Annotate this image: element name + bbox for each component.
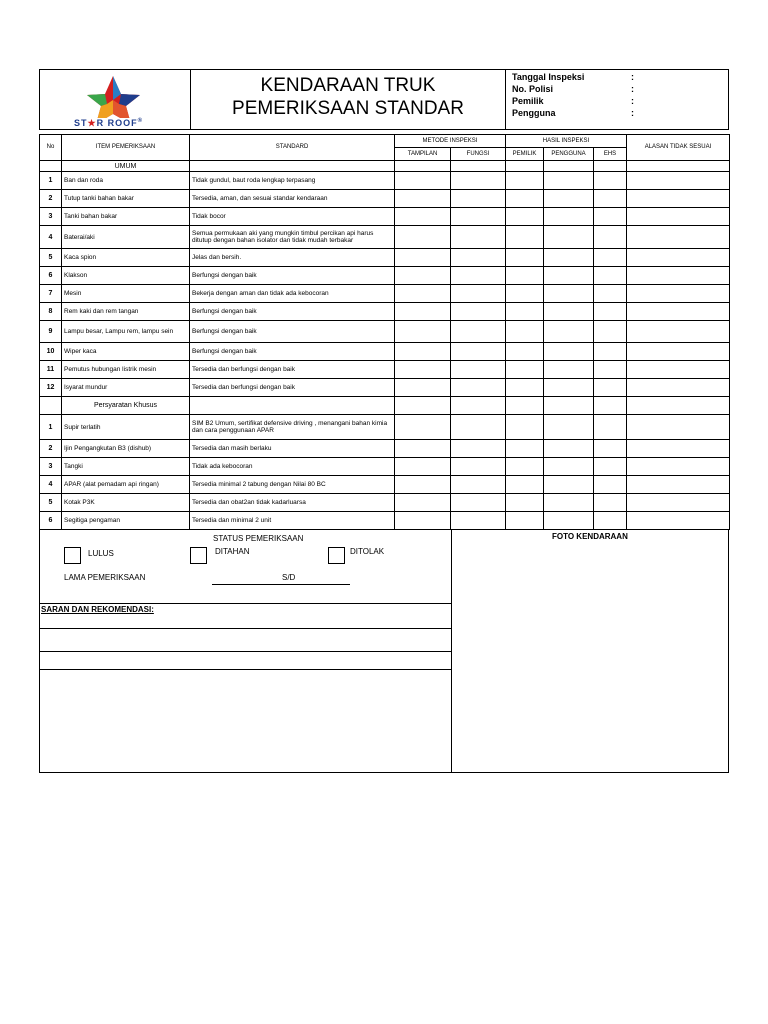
row-number: 12 [40,379,62,397]
table-row [40,458,730,476]
header [39,69,729,130]
check-cell[interactable] [506,267,544,285]
standard-cell: Tidak gundul, baut roda lengkap terpasang [190,172,395,190]
standard-cell: Tersedia, aman, dan sesuai standar kendaraan [190,190,395,208]
inspection-table [39,134,730,530]
table-row [40,440,730,458]
ditolak-label: DITOLAK [350,547,385,556]
standard-cell: Tersedia dan berfungsi dengan baik [190,379,395,397]
check-cell[interactable] [506,494,544,512]
standard-cell: Berfungsi dengan baik [190,321,395,343]
item-cell: Tangki [62,458,190,476]
table-row [40,494,730,512]
item-cell: Ban dan roda [62,172,190,190]
check-cell[interactable] [506,249,544,267]
table-row [40,190,730,208]
row-number: 6 [40,512,62,530]
row-number: 11 [40,361,62,379]
check-cell[interactable] [544,190,594,208]
check-cell[interactable] [451,249,506,267]
check-cell[interactable] [594,208,627,226]
check-cell[interactable] [544,512,594,530]
check-cell [627,397,730,415]
check-cell[interactable] [451,285,506,303]
standard-cell: Tidak bocor [190,208,395,226]
standard-cell: Tersedia dan minimal 2 unit [190,512,395,530]
check-cell[interactable] [544,458,594,476]
check-cell [594,161,627,172]
check-cell[interactable] [594,361,627,379]
lulus-label: LULUS [88,549,114,558]
check-cell[interactable] [627,321,730,343]
meta-row-user: Pengguna : [512,108,634,118]
check-cell[interactable] [395,343,451,361]
standard-cell: Berfungsi dengan baik [190,267,395,285]
check-cell[interactable] [395,172,451,190]
check-cell[interactable] [544,208,594,226]
check-cell [190,397,395,415]
check-cell[interactable] [627,267,730,285]
check-cell[interactable] [594,172,627,190]
check-cell[interactable] [627,208,730,226]
check-cell [40,161,62,172]
item-cell: Tutup tanki bahan bakar [62,190,190,208]
col-tampilan: TAMPILAN [395,148,451,161]
row-number: 7 [40,285,62,303]
check-cell[interactable] [395,440,451,458]
standard-cell: Tersedia dan berfungsi dengan baik [190,361,395,379]
col-pengguna: PENGGUNA [544,148,594,161]
check-cell[interactable] [451,379,506,397]
check-cell[interactable] [506,415,544,440]
check-cell[interactable] [594,512,627,530]
photo-panel [452,530,728,772]
item-cell: Wiper kaca [62,343,190,361]
check-cell[interactable] [506,208,544,226]
logo-wordmark: ST★R ROOF® [74,118,144,128]
duration-line[interactable] [212,584,350,585]
check-cell[interactable] [395,267,451,285]
check-cell[interactable] [627,343,730,361]
title-line-1: KENDARAAN TRUK [260,75,436,96]
saran-label: SARAN DAN REKOMENDASI: [41,605,154,614]
rec-line[interactable] [40,669,451,670]
check-cell[interactable] [544,303,594,321]
row-number: 3 [40,208,62,226]
col-fungsi: FUNGSI [451,148,506,161]
row-number: 8 [40,303,62,321]
check-cell[interactable] [627,415,730,440]
check-cell[interactable] [594,190,627,208]
check-cell[interactable] [395,361,451,379]
check-cell[interactable] [506,321,544,343]
check-cell[interactable] [451,476,506,494]
section-title: Persyaratan Khusus [62,397,190,415]
rec-line[interactable] [40,628,451,629]
check-cell[interactable] [594,415,627,440]
check-cell[interactable] [544,494,594,512]
check-cell[interactable] [451,303,506,321]
check-cell[interactable] [395,303,451,321]
item-cell: Kotak P3K [62,494,190,512]
row-number: 4 [40,476,62,494]
check-cell [544,161,594,172]
table-row [40,415,730,440]
check-cell[interactable] [544,476,594,494]
check-cell [506,161,544,172]
check-cell[interactable] [594,249,627,267]
check-cell[interactable] [506,379,544,397]
item-cell: Baterai/aki [62,226,190,249]
check-cell[interactable] [451,208,506,226]
check-cell[interactable] [544,361,594,379]
check-cell[interactable] [544,172,594,190]
check-cell[interactable] [395,226,451,249]
col-no: No [40,135,62,161]
standard-cell: Tersedia minimal 2 tabung dengan Nilai 80 BC [190,476,395,494]
divider [40,603,451,604]
standard-cell: Tersedia dan masih berlaku [190,440,395,458]
table-row [40,379,730,397]
check-cell [40,397,62,415]
check-cell[interactable] [594,267,627,285]
standard-cell: SIM B2 Umum, sertifikat defensive driving , menangani bahan kimia dan cara penggunaan APAR [190,415,395,440]
check-cell[interactable] [544,321,594,343]
standard-cell: Berfungsi dengan baik [190,303,395,321]
check-cell[interactable] [451,172,506,190]
check-cell[interactable] [395,190,451,208]
meta-row-police-no: No. Polisi : [512,84,634,94]
standard-cell: Bekerja dengan aman dan tidak ada kebocoran [190,285,395,303]
check-cell[interactable] [506,476,544,494]
check-cell [506,397,544,415]
check-cell[interactable] [451,512,506,530]
table-row [40,512,730,530]
item-cell: Supir terlatih [62,415,190,440]
col-ehs: EHS [594,148,627,161]
lulus-checkbox[interactable] [64,547,81,564]
item-cell: Segitiga pengaman [62,512,190,530]
col-metode: METODE INSPEKSI [395,135,506,148]
check-cell[interactable] [451,190,506,208]
check-cell[interactable] [627,476,730,494]
standard-cell: Jelas dan bersih. [190,249,395,267]
check-cell[interactable] [627,303,730,321]
check-cell[interactable] [544,440,594,458]
check-cell[interactable] [451,321,506,343]
check-cell[interactable] [544,379,594,397]
item-cell: Lampu besar, Lampu rem, lampu sein [62,321,190,343]
check-cell[interactable] [506,226,544,249]
sd-label: S/D [282,573,296,582]
check-cell[interactable] [451,361,506,379]
table-row [40,321,730,343]
check-cell[interactable] [594,476,627,494]
item-cell: Ijin Pengangkutan B3 (dishub) [62,440,190,458]
check-cell[interactable] [627,512,730,530]
col-hasil: HASIL INSPEKSI [506,135,627,148]
check-cell[interactable] [395,458,451,476]
col-pemilik: PEMILIK [506,148,544,161]
col-item: ITEM PEMERIKSAAN [62,135,190,161]
check-cell[interactable] [451,343,506,361]
check-cell[interactable] [594,494,627,512]
check-cell[interactable] [395,249,451,267]
inspection-meta [506,70,728,129]
check-cell[interactable] [506,190,544,208]
row-number: 2 [40,190,62,208]
foto-label: FOTO KENDARAAN [552,532,628,541]
check-cell[interactable] [594,226,627,249]
check-cell[interactable] [451,440,506,458]
row-number: 1 [40,415,62,440]
check-cell [395,161,451,172]
check-cell[interactable] [627,494,730,512]
ditolak-checkbox[interactable] [328,547,345,564]
check-cell[interactable] [506,458,544,476]
check-cell[interactable] [506,440,544,458]
table-row [40,303,730,321]
company-logo [40,70,191,129]
check-cell[interactable] [594,379,627,397]
check-cell [594,397,627,415]
section-umum [40,161,730,172]
check-cell[interactable] [395,512,451,530]
check-cell[interactable] [395,476,451,494]
row-number: 2 [40,440,62,458]
rec-line[interactable] [40,651,451,652]
row-number: 5 [40,494,62,512]
table-row [40,476,730,494]
check-cell[interactable] [395,494,451,512]
row-number: 1 [40,172,62,190]
check-cell[interactable] [594,321,627,343]
check-cell[interactable] [544,285,594,303]
standard-cell: Berfungsi dengan baik [190,343,395,361]
item-cell: Isyarat mundur [62,379,190,397]
row-number: 4 [40,226,62,249]
check-cell[interactable] [627,379,730,397]
row-number: 5 [40,249,62,267]
check-cell[interactable] [627,285,730,303]
check-cell [451,161,506,172]
table-row [40,249,730,267]
check-cell[interactable] [627,249,730,267]
check-cell[interactable] [451,415,506,440]
table-row [40,343,730,361]
item-cell: Rem kaki dan rem tangan [62,303,190,321]
status-title: STATUS PEMERIKSAAN [213,534,304,543]
standard-cell: Semua permukaan aki yang mungkin timbul percikan api harus ditutup dengan bahan isolator dan tidak mudah terbakar [190,226,395,249]
table-row [40,285,730,303]
col-standard: STANDARD [190,135,395,161]
col-alasan: ALASAN TIDAK SESUAI [627,135,730,161]
star-logo-icon [40,70,190,118]
check-cell[interactable] [451,494,506,512]
table-row [40,361,730,379]
check-cell [190,161,395,172]
check-cell[interactable] [594,343,627,361]
table-row [40,172,730,190]
check-cell[interactable] [506,361,544,379]
check-cell[interactable] [506,512,544,530]
inspection-sheet [39,69,729,773]
row-number: 9 [40,321,62,343]
ditahan-label: DITAHAN [215,547,250,556]
check-cell[interactable] [627,190,730,208]
check-cell [544,397,594,415]
check-cell[interactable] [627,440,730,458]
check-cell[interactable] [544,249,594,267]
row-number: 10 [40,343,62,361]
meta-row-owner: Pemilik : [512,96,634,106]
document-title [191,70,506,129]
table-row [40,267,730,285]
check-cell[interactable] [627,172,730,190]
check-cell[interactable] [594,458,627,476]
lama-label: LAMA PEMERIKSAAN [64,573,146,582]
item-cell: Pemutus hubungan listrik mesin [62,361,190,379]
check-cell[interactable] [395,285,451,303]
item-cell: Kaca spion [62,249,190,267]
check-cell[interactable] [395,321,451,343]
check-cell[interactable] [451,267,506,285]
check-cell [395,397,451,415]
check-cell[interactable] [395,415,451,440]
check-cell[interactable] [594,285,627,303]
table-row [40,226,730,249]
check-cell[interactable] [594,303,627,321]
check-cell[interactable] [506,303,544,321]
meta-row-date: Tanggal Inspeksi : [512,72,634,82]
item-cell: Mesin [62,285,190,303]
standard-cell: Tersedia dan obat2an tidak kadarluarsa [190,494,395,512]
item-cell: Klakson [62,267,190,285]
check-cell [627,161,730,172]
table-row [40,208,730,226]
section-persyaratan [40,397,730,415]
check-cell[interactable] [544,226,594,249]
item-cell: APAR (alat pemadam api ringan) [62,476,190,494]
check-cell[interactable] [506,285,544,303]
standard-cell: Tidak ada kebocoran [190,458,395,476]
check-cell[interactable] [506,172,544,190]
bottom-section [39,530,729,773]
row-number: 3 [40,458,62,476]
check-cell[interactable] [395,379,451,397]
check-cell [451,397,506,415]
check-cell[interactable] [451,458,506,476]
check-cell[interactable] [451,226,506,249]
title-line-2: PEMERIKSAAN STANDAR [232,98,464,119]
check-cell[interactable] [627,226,730,249]
check-cell[interactable] [544,343,594,361]
ditahan-checkbox[interactable] [190,547,207,564]
section-title: UMUM [62,161,190,172]
check-cell[interactable] [506,343,544,361]
status-panel [40,530,452,772]
check-cell[interactable] [594,440,627,458]
check-cell[interactable] [627,458,730,476]
check-cell[interactable] [544,415,594,440]
check-cell[interactable] [544,267,594,285]
check-cell[interactable] [395,208,451,226]
row-number: 6 [40,267,62,285]
check-cell[interactable] [627,361,730,379]
item-cell: Tanki bahan bakar [62,208,190,226]
